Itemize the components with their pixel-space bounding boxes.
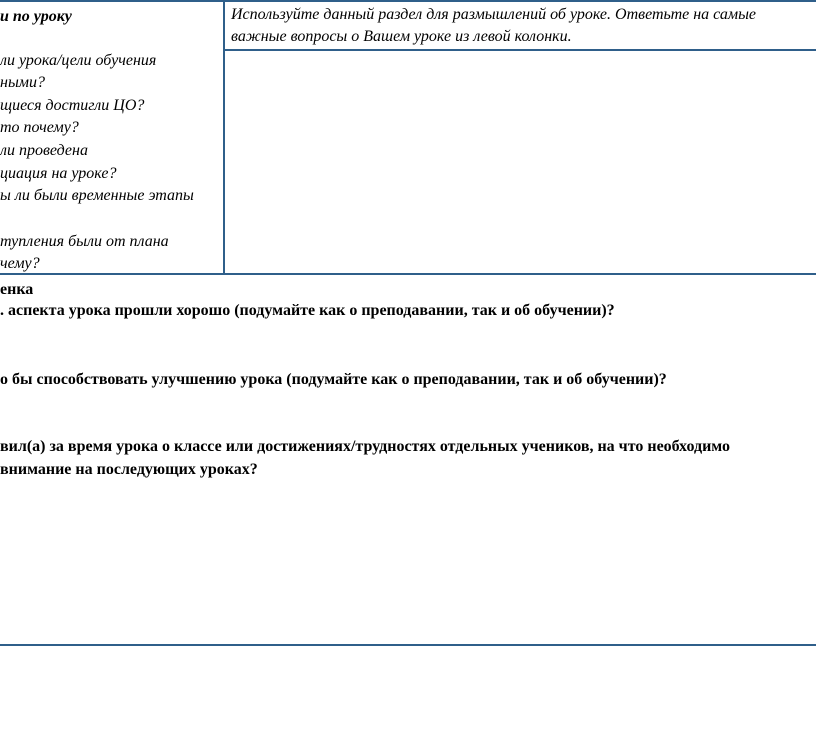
left-question: ы ли были временные этапы	[0, 187, 194, 204]
right-header-divider	[224, 49, 816, 51]
left-question: то почему?	[0, 119, 79, 136]
left-question: ными?	[0, 74, 45, 91]
left-column-header: и по уроку	[0, 8, 72, 25]
left-question: циация на уроке?	[0, 165, 117, 182]
column-divider	[223, 0, 225, 274]
assessment-question-1: . аспекта урока прошли хорошо (подумайте как о преподавании, так и об обучении)?	[0, 302, 615, 319]
table-top-border	[0, 0, 816, 2]
left-question: тупления были от плана	[0, 233, 169, 250]
answer-area-3[interactable]	[0, 483, 816, 643]
reflection-answer-area[interactable]	[226, 52, 816, 272]
right-header-line: Используйте данный раздел для размышлений об уроке. Ответьте на самые	[231, 6, 757, 23]
left-question: ли проведена	[0, 142, 88, 159]
table-bottom-border	[0, 273, 816, 275]
answer-area-1[interactable]	[0, 323, 816, 367]
left-question: щиеся достигли ЦО?	[0, 97, 145, 114]
right-header-line: важные вопросы о Вашем уроке из левой колонки.	[231, 28, 572, 45]
left-question: ли урока/цели обучения	[0, 52, 157, 69]
assessment-question-2: о бы способствовать улучшению урока (подумайте как о преподавании, так и об обучении)?	[0, 371, 667, 388]
left-question: чему?	[0, 255, 40, 272]
answer-area-2[interactable]	[0, 392, 816, 436]
assessment-question-3: вил(а) за время урока о классе или достижениях/трудностях отдельных учеников, на что необходимо	[0, 438, 730, 455]
assessment-bottom-border	[0, 644, 816, 646]
assessment-title: енка	[0, 281, 34, 298]
assessment-question-3-continued: внимание на последующих уроках?	[0, 461, 258, 478]
